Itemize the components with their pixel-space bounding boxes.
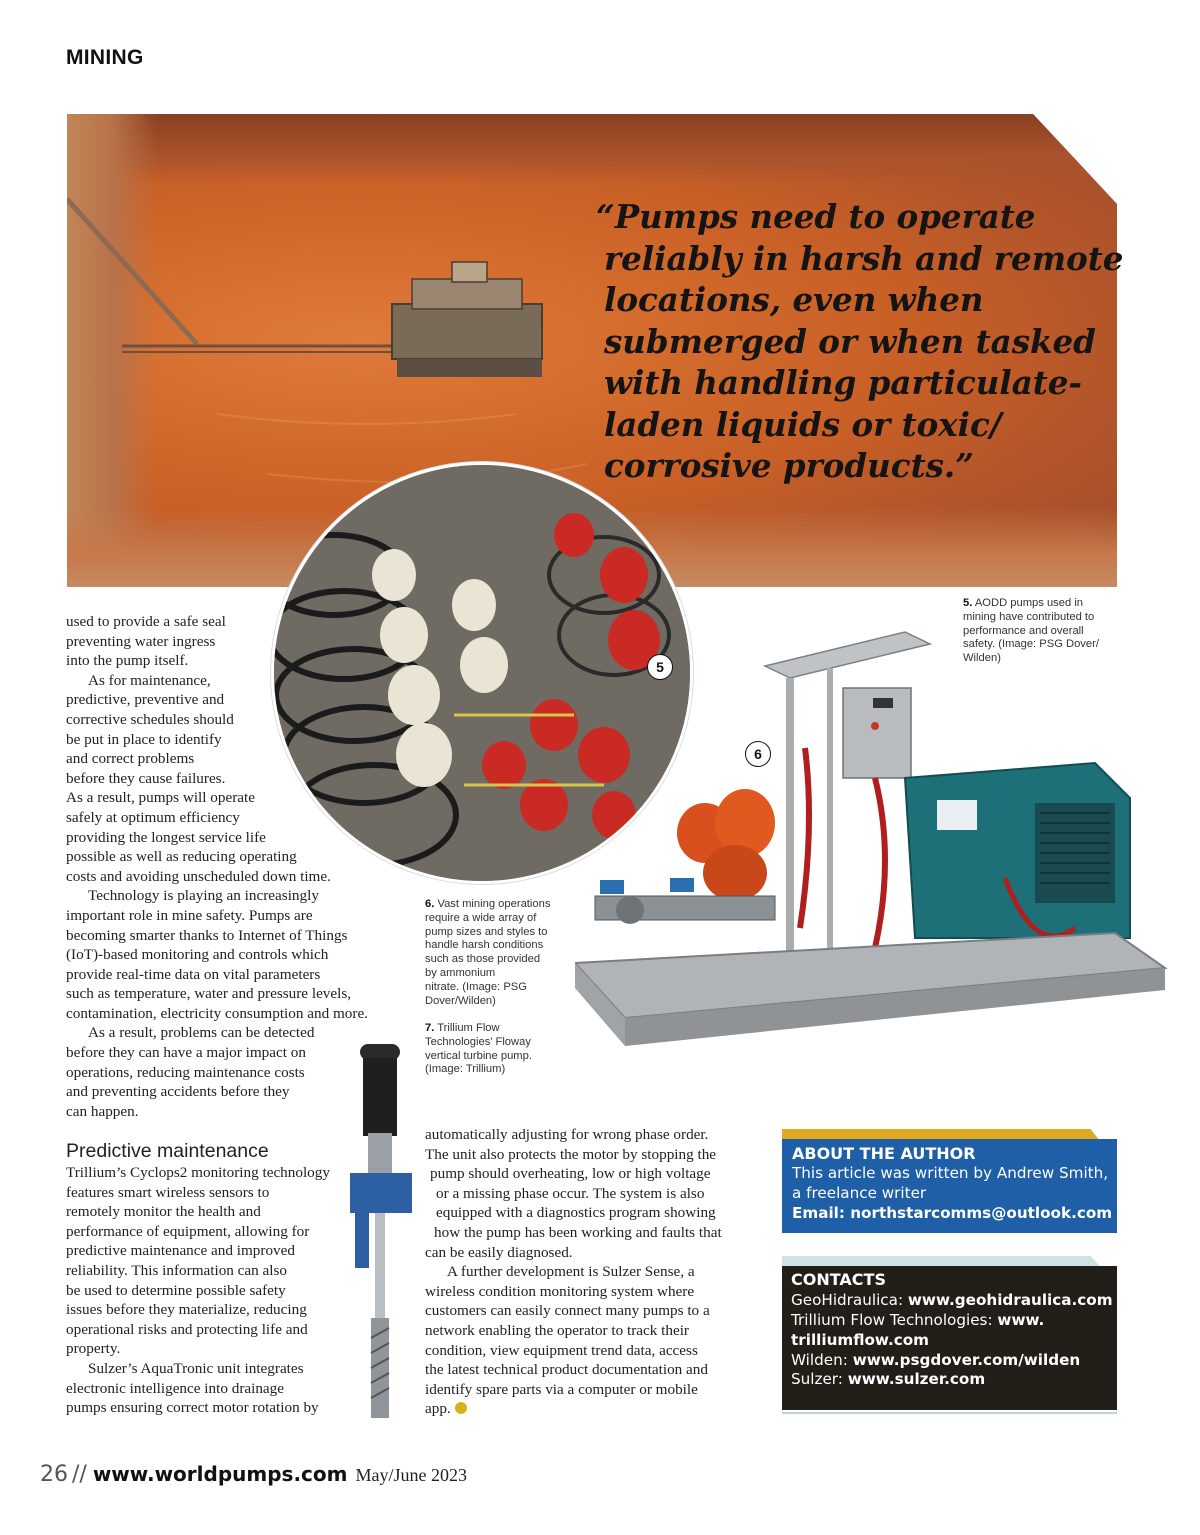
sulzer-link[interactable]: www.sulzer.com xyxy=(847,1370,986,1388)
caption-line: nitrate. (Image: PSG xyxy=(425,980,527,993)
contact-label: Wilden: xyxy=(791,1351,853,1369)
body-line: and preventing accidents before they xyxy=(66,1083,290,1101)
body-line: As a result, pumps will operate xyxy=(66,789,255,807)
body-line: pumps ensuring correct motor rotation by xyxy=(66,1399,319,1417)
body-line: operational risks and protecting life and xyxy=(66,1320,308,1338)
footer-website-link[interactable]: www.worldpumps.com xyxy=(92,1462,348,1486)
body-line: Sulzer’s AquaTronic unit integrates xyxy=(88,1359,304,1377)
body-line: pump should overheating, low or high voltage xyxy=(430,1165,711,1183)
body-line: costs and avoiding unscheduled down time. xyxy=(66,867,331,885)
caption-number: 7. xyxy=(425,1022,435,1034)
body-line: provide real-time data on vital parameters xyxy=(66,965,321,983)
body-line: Technology is playing an increasingly xyxy=(88,887,319,905)
caption-line: vertical turbine pump. xyxy=(425,1049,532,1062)
body-line: identify spare parts via a computer or mobile xyxy=(425,1380,698,1398)
pull-quote xyxy=(596,196,1124,487)
caption-line: AODD pumps used in xyxy=(972,597,1084,609)
body-line: corrective schedules should xyxy=(66,710,234,728)
pull-quote-line: corrosive products.” xyxy=(604,446,974,485)
body-line: becoming smarter thanks to Internet of Things xyxy=(66,926,348,944)
body-line: providing the longest service life xyxy=(66,828,266,846)
caption-line: such as those provided xyxy=(425,953,541,966)
caption-6 xyxy=(425,898,550,1008)
body-line: contamination, electricity consumption and more. xyxy=(66,1004,368,1022)
body-line: features smart wireless sensors to xyxy=(66,1183,270,1201)
body-line: such as temperature, water and pressure levels, xyxy=(66,985,352,1003)
pull-quote-line: “Pumps need to operate xyxy=(596,197,1036,236)
body-line: The unit also protects the motor by stopping the xyxy=(425,1145,717,1163)
body-line: safely at optimum efficiency xyxy=(66,808,240,826)
geohidraulica-link[interactable]: www.geohidraulica.com xyxy=(907,1291,1113,1309)
body-line: automatically adjusting for wrong phase order. xyxy=(425,1126,709,1143)
contacts-divider xyxy=(782,1412,1117,1414)
caption-number: 5. xyxy=(963,597,973,609)
body-line: (IoT)-based monitoring and controls which xyxy=(66,946,329,964)
caption-line: safety. (Image: PSG Dover/ xyxy=(963,638,1099,651)
caption-line: Dover/Wilden) xyxy=(425,994,496,1007)
body-column-2 xyxy=(425,1125,722,1419)
caption-line: Wilden) xyxy=(963,652,1001,665)
body-line: predictive, preventive and xyxy=(66,691,225,709)
body-line: wireless condition monitoring system where xyxy=(425,1282,695,1300)
body-line: remotely monitor the health and xyxy=(66,1203,261,1221)
body-column-1-continued xyxy=(66,1163,330,1418)
body-line: predictive maintenance and improved xyxy=(66,1242,295,1260)
caption-number: 6. xyxy=(425,898,435,910)
body-line: and correct problems xyxy=(66,750,195,768)
body-line: how the pump has been working and faults that xyxy=(434,1223,722,1241)
contacts-box-tab xyxy=(782,1256,1100,1266)
section-label: MINING xyxy=(66,46,144,69)
contact-label: Sulzer: xyxy=(791,1370,848,1388)
body-line: the latest technical product documentation and xyxy=(425,1361,708,1379)
pull-quote-line: laden liquids or toxic/ xyxy=(604,404,1002,444)
body-line: before they can have a major impact on xyxy=(66,1044,306,1062)
body-line: be put in place to identify xyxy=(66,730,222,748)
pull-quote-line: submerged or when tasked xyxy=(604,321,1096,361)
trillium-link-part1[interactable]: www. xyxy=(997,1311,1045,1329)
body-line: can be easily diagnosed. xyxy=(425,1243,573,1261)
end-mark-icon xyxy=(455,1402,467,1414)
pull-quote-line: locations, even when xyxy=(604,280,984,319)
caption-line: by ammonium xyxy=(425,966,496,979)
caption-line: (Image: Trillium) xyxy=(425,1063,506,1076)
body-line: A further development is Sulzer Sense, a xyxy=(447,1263,695,1281)
about-the-author-box xyxy=(782,1139,1117,1233)
body-line: app. xyxy=(425,1400,451,1418)
body-line: can happen. xyxy=(66,1102,139,1120)
caption-line: require a wide array of xyxy=(425,911,537,924)
body-line: important role in mine safety. Pumps are xyxy=(66,906,313,924)
body-line: operations, reducing maintenance costs xyxy=(66,1063,305,1081)
body-line: As a result, problems can be detected xyxy=(88,1024,315,1042)
contact-label: GeoHidraulica: xyxy=(791,1291,908,1309)
body-line: used to provide a safe seal xyxy=(66,613,226,630)
pull-quote-line: reliably in harsh and remote xyxy=(604,238,1124,278)
page-number: 26 xyxy=(40,1462,68,1487)
pull-quote-line: with handling particulate- xyxy=(604,363,1082,402)
body-line: property. xyxy=(66,1340,121,1358)
caption-line: Vast mining operations xyxy=(434,898,551,910)
body-line: customers can easily connect many pumps to a xyxy=(425,1302,710,1320)
body-line: condition, view equipment trend data, access xyxy=(425,1341,698,1359)
subhead-predictive-maintenance: Predictive maintenance xyxy=(66,1140,269,1162)
contacts-box xyxy=(782,1266,1117,1410)
body-line: preventing water ingress xyxy=(66,632,216,650)
author-line: This article was written by Andrew Smith, xyxy=(792,1164,1109,1182)
footer-separator: // xyxy=(72,1462,87,1487)
body-line: into the pump itself. xyxy=(66,652,189,670)
author-heading: ABOUT THE AUTHOR xyxy=(792,1144,976,1163)
footer-issue-date: May/June 2023 xyxy=(355,1465,467,1485)
caption-line: Trillium Flow xyxy=(434,1022,500,1034)
caption-line: pump sizes and styles to xyxy=(425,925,548,938)
contact-label: Trillium Flow Technologies: xyxy=(791,1311,998,1329)
wilden-link[interactable]: www.psgdover.com/wilden xyxy=(852,1351,1081,1369)
author-email[interactable]: Email: northstarcomms@outlook.com xyxy=(792,1204,1113,1222)
page-footer xyxy=(40,1462,467,1487)
body-line: electronic intelligence into drainage xyxy=(66,1379,285,1397)
figure-badge-5: 5 xyxy=(647,654,673,680)
body-line: performance of equipment, allowing for xyxy=(66,1222,310,1240)
body-line: issues before they materialize, reducing xyxy=(66,1301,307,1319)
caption-line: performance and overall xyxy=(963,624,1084,637)
body-line: equipped with a diagnostics program showing xyxy=(436,1204,716,1222)
caption-line: handle harsh conditions xyxy=(425,939,544,952)
caption-line: Technologies’ Floway xyxy=(425,1035,531,1048)
body-line: reliability. This information can also xyxy=(66,1261,288,1279)
author-line: a freelance writer xyxy=(792,1184,927,1202)
body-line: be used to determine possible safety xyxy=(66,1281,286,1299)
body-column-1 xyxy=(66,612,368,1121)
body-line: network enabling the operator to track their xyxy=(425,1321,689,1339)
body-line: or a missing phase occur. The system is also xyxy=(436,1184,705,1202)
trillium-link-part2[interactable]: trilliumflow.com xyxy=(791,1331,929,1349)
caption-5 xyxy=(963,597,1099,666)
body-line: before they cause failures. xyxy=(66,769,226,787)
body-line: As for maintenance, xyxy=(88,671,211,689)
body-line: possible as well as reducing operating xyxy=(66,848,297,866)
contacts-heading: CONTACTS xyxy=(791,1270,886,1289)
figure-badge-6: 6 xyxy=(745,741,771,767)
caption-line: mining have contributed to xyxy=(963,610,1095,623)
body-line: Trillium’s Cyclops2 monitoring technology xyxy=(66,1164,330,1181)
caption-7 xyxy=(425,1022,532,1077)
